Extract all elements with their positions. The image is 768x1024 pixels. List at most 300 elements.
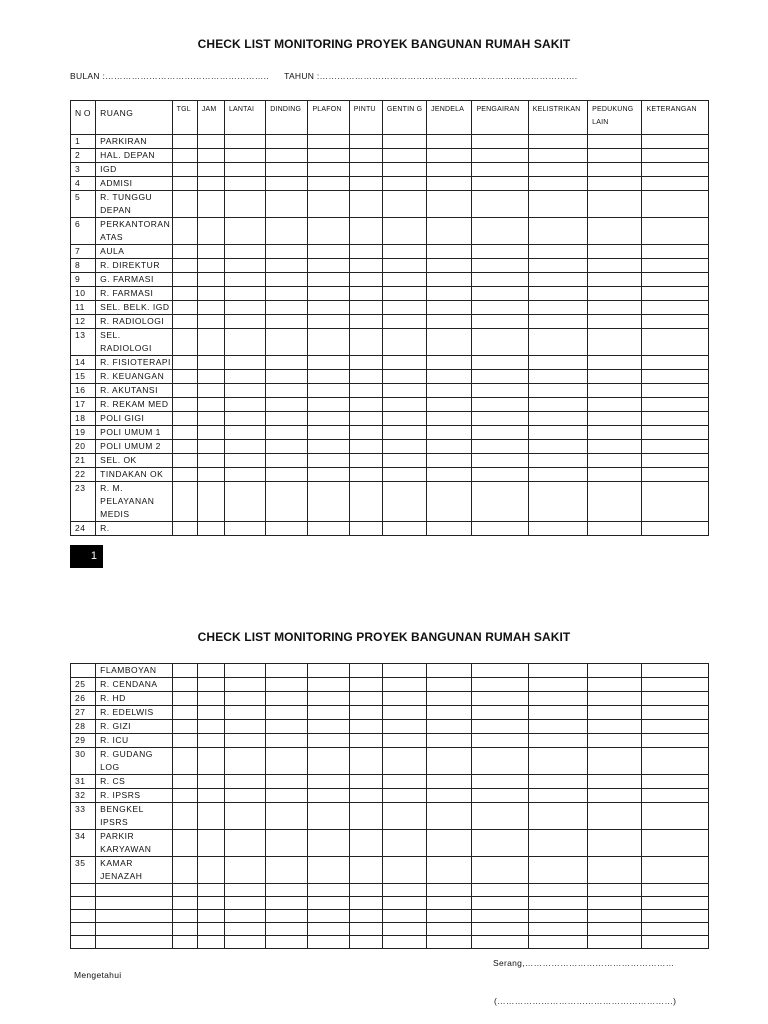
table-row <box>71 301 709 315</box>
check-cell <box>472 857 528 884</box>
check-cell <box>642 163 709 177</box>
check-cell <box>197 259 224 273</box>
check-cell <box>197 706 224 720</box>
check-cell <box>197 678 224 692</box>
check-cell <box>588 218 642 245</box>
table-row <box>71 315 709 329</box>
check-cell <box>588 440 642 454</box>
check-cell <box>427 149 472 163</box>
check-cell <box>588 803 642 830</box>
check-cell <box>642 149 709 163</box>
check-cell <box>427 936 472 949</box>
check-cell <box>382 910 426 923</box>
check-cell <box>472 259 528 273</box>
room-name: R. TUNGGU DEPAN <box>96 191 172 218</box>
table-row <box>71 734 709 748</box>
check-cell <box>266 454 308 468</box>
check-cell <box>427 315 472 329</box>
check-cell <box>427 734 472 748</box>
room-name: IGD <box>96 163 172 177</box>
check-cell <box>266 664 308 678</box>
check-cell <box>382 329 426 356</box>
check-cell <box>382 149 426 163</box>
period-line <box>70 71 577 81</box>
check-cell <box>588 135 642 149</box>
check-cell <box>427 398 472 412</box>
check-cell <box>382 678 426 692</box>
check-cell <box>642 315 709 329</box>
check-cell <box>197 191 224 218</box>
check-cell <box>528 149 587 163</box>
check-cell <box>472 910 528 923</box>
check-cell <box>528 245 587 259</box>
signature-line: (……………………………………………………) <box>494 996 677 1006</box>
check-cell <box>349 370 382 384</box>
check-cell <box>427 468 472 482</box>
check-cell <box>528 692 587 706</box>
row-number: 27 <box>71 706 96 720</box>
check-cell <box>382 177 426 191</box>
check-cell <box>224 910 265 923</box>
check-cell <box>172 936 197 949</box>
check-cell <box>266 426 308 440</box>
check-cell <box>349 884 382 897</box>
check-cell <box>349 923 382 936</box>
table-row <box>71 664 709 678</box>
check-cell <box>349 163 382 177</box>
check-cell <box>382 803 426 830</box>
check-cell <box>308 149 349 163</box>
check-cell <box>349 789 382 803</box>
check-cell <box>349 897 382 910</box>
check-cell <box>197 273 224 287</box>
room-name: R. DIREKTUR <box>96 259 172 273</box>
room-name: SEL. BELK. IGD <box>96 301 172 315</box>
check-cell <box>472 384 528 398</box>
table-row <box>71 259 709 273</box>
bulan-field: BULAN :……………………………………………….. <box>70 71 269 81</box>
table-row <box>71 748 709 775</box>
check-cell <box>308 440 349 454</box>
check-cell <box>172 884 197 897</box>
check-cell <box>382 789 426 803</box>
check-cell <box>427 857 472 884</box>
check-cell <box>266 301 308 315</box>
check-cell <box>642 301 709 315</box>
check-cell <box>266 287 308 301</box>
room-name: PERKANTORAN ATAS <box>96 218 172 245</box>
check-cell <box>588 454 642 468</box>
room-name: R. AKUTANSI <box>96 384 172 398</box>
row-number: 34 <box>71 830 96 857</box>
check-cell <box>197 329 224 356</box>
check-cell <box>308 884 349 897</box>
check-cell <box>642 720 709 734</box>
check-cell <box>224 384 265 398</box>
row-number: 2 <box>71 149 96 163</box>
check-cell <box>588 301 642 315</box>
check-cell <box>308 789 349 803</box>
check-cell <box>528 720 587 734</box>
check-cell <box>224 678 265 692</box>
room-name: R. HD <box>96 692 172 706</box>
check-cell <box>266 884 308 897</box>
row-number: 14 <box>71 356 96 370</box>
check-cell <box>172 426 197 440</box>
table-row <box>71 273 709 287</box>
check-cell <box>642 135 709 149</box>
check-cell <box>588 287 642 301</box>
check-cell <box>266 936 308 949</box>
check-cell <box>382 468 426 482</box>
check-cell <box>197 163 224 177</box>
check-cell <box>472 720 528 734</box>
check-cell <box>528 830 587 857</box>
check-cell <box>172 149 197 163</box>
check-cell <box>349 245 382 259</box>
check-cell <box>528 177 587 191</box>
check-cell <box>642 245 709 259</box>
check-cell <box>528 923 587 936</box>
check-cell <box>308 454 349 468</box>
check-cell <box>197 775 224 789</box>
check-cell <box>528 191 587 218</box>
check-cell <box>472 315 528 329</box>
check-cell <box>197 720 224 734</box>
check-cell <box>472 287 528 301</box>
check-cell <box>172 454 197 468</box>
check-cell <box>308 830 349 857</box>
check-cell <box>588 163 642 177</box>
check-cell <box>197 177 224 191</box>
check-cell <box>472 426 528 440</box>
check-cell <box>172 522 197 536</box>
check-cell <box>642 329 709 356</box>
check-cell <box>472 923 528 936</box>
check-cell <box>528 273 587 287</box>
check-cell <box>172 482 197 522</box>
table-row <box>71 884 709 897</box>
check-cell <box>308 468 349 482</box>
row-number: 10 <box>71 287 96 301</box>
check-cell <box>349 803 382 830</box>
room-name: ADMISI <box>96 177 172 191</box>
check-cell <box>528 664 587 678</box>
check-cell <box>382 287 426 301</box>
check-cell <box>472 356 528 370</box>
check-cell <box>588 857 642 884</box>
check-cell <box>266 356 308 370</box>
check-cell <box>349 384 382 398</box>
check-cell <box>197 384 224 398</box>
check-cell <box>382 482 426 522</box>
check-cell <box>642 748 709 775</box>
check-cell <box>642 273 709 287</box>
check-cell <box>308 897 349 910</box>
check-cell <box>172 259 197 273</box>
check-cell <box>642 218 709 245</box>
column-header: N O <box>71 101 96 135</box>
check-cell <box>427 923 472 936</box>
check-cell <box>308 191 349 218</box>
check-cell <box>172 830 197 857</box>
check-cell <box>642 259 709 273</box>
check-cell <box>382 218 426 245</box>
check-cell <box>588 678 642 692</box>
column-header: PENGAIRAN <box>472 101 528 135</box>
check-cell <box>224 830 265 857</box>
check-cell <box>172 857 197 884</box>
page2-title: CHECK LIST MONITORING PROYEK BANGUNAN RUMAH SAKIT <box>197 630 571 644</box>
check-cell <box>642 398 709 412</box>
room-name: BENGKEL IPSRS <box>96 803 172 830</box>
check-cell <box>588 468 642 482</box>
room-name: PARKIRAN <box>96 135 172 149</box>
check-cell <box>308 923 349 936</box>
check-cell <box>308 678 349 692</box>
check-cell <box>472 678 528 692</box>
check-cell <box>427 301 472 315</box>
check-cell <box>642 830 709 857</box>
room-name: R. RADIOLOGI <box>96 315 172 329</box>
check-cell <box>349 191 382 218</box>
table-row <box>71 245 709 259</box>
check-cell <box>349 329 382 356</box>
check-cell <box>642 775 709 789</box>
check-cell <box>308 384 349 398</box>
check-cell <box>427 678 472 692</box>
check-cell <box>382 398 426 412</box>
check-cell <box>266 803 308 830</box>
table-row <box>71 454 709 468</box>
check-cell <box>382 897 426 910</box>
check-cell <box>224 191 265 218</box>
check-cell <box>528 706 587 720</box>
check-cell <box>349 356 382 370</box>
check-cell <box>308 857 349 884</box>
check-cell <box>642 734 709 748</box>
check-cell <box>349 135 382 149</box>
check-cell <box>588 370 642 384</box>
check-cell <box>197 936 224 949</box>
check-cell <box>349 398 382 412</box>
check-cell <box>224 897 265 910</box>
check-cell <box>528 468 587 482</box>
row-number: 24 <box>71 522 96 536</box>
table-row <box>71 789 709 803</box>
check-cell <box>172 440 197 454</box>
check-cell <box>642 857 709 884</box>
check-cell <box>642 370 709 384</box>
check-cell <box>172 734 197 748</box>
check-cell <box>642 384 709 398</box>
check-cell <box>266 720 308 734</box>
row-number: 11 <box>71 301 96 315</box>
check-cell <box>224 468 265 482</box>
check-cell <box>349 857 382 884</box>
check-cell <box>427 789 472 803</box>
check-cell <box>224 398 265 412</box>
check-cell <box>224 356 265 370</box>
room-name <box>96 910 172 923</box>
check-cell <box>266 259 308 273</box>
check-cell <box>382 301 426 315</box>
check-cell <box>642 936 709 949</box>
check-cell <box>172 789 197 803</box>
room-name: R. CS <box>96 775 172 789</box>
row-number: 19 <box>71 426 96 440</box>
check-cell <box>427 259 472 273</box>
check-cell <box>642 664 709 678</box>
check-cell <box>172 315 197 329</box>
table-row <box>71 720 709 734</box>
check-cell <box>224 522 265 536</box>
check-cell <box>308 315 349 329</box>
check-cell <box>197 748 224 775</box>
check-cell <box>172 135 197 149</box>
check-cell <box>427 748 472 775</box>
check-cell <box>528 678 587 692</box>
tahun-field: TAHUN :……………………………………………………………………………. <box>284 71 578 81</box>
check-cell <box>172 412 197 426</box>
place-date-line: Serang,…………………………………………… <box>493 958 675 968</box>
table-row <box>71 163 709 177</box>
check-cell <box>266 468 308 482</box>
room-name: SEL. RADIOLOGI <box>96 329 172 356</box>
check-cell <box>528 315 587 329</box>
row-number: 26 <box>71 692 96 706</box>
check-cell <box>349 273 382 287</box>
check-cell <box>528 482 587 522</box>
header-row <box>71 101 709 135</box>
row-number: 32 <box>71 789 96 803</box>
room-name: R. GUDANG LOG <box>96 748 172 775</box>
table-row <box>71 468 709 482</box>
check-cell <box>528 454 587 468</box>
check-cell <box>172 398 197 412</box>
check-cell <box>266 135 308 149</box>
check-cell <box>308 522 349 536</box>
check-cell <box>472 522 528 536</box>
check-cell <box>266 329 308 356</box>
check-cell <box>382 259 426 273</box>
table-row <box>71 370 709 384</box>
check-cell <box>588 936 642 949</box>
check-cell <box>172 177 197 191</box>
table-row <box>71 857 709 884</box>
check-cell <box>308 734 349 748</box>
table-row <box>71 936 709 949</box>
check-cell <box>349 454 382 468</box>
row-number: 9 <box>71 273 96 287</box>
row-number <box>71 910 96 923</box>
check-cell <box>427 440 472 454</box>
check-cell <box>588 706 642 720</box>
check-cell <box>224 857 265 884</box>
check-cell <box>197 412 224 426</box>
check-cell <box>642 803 709 830</box>
row-number: 17 <box>71 398 96 412</box>
column-header: TGL <box>172 101 197 135</box>
check-cell <box>642 482 709 522</box>
check-cell <box>382 936 426 949</box>
check-cell <box>472 664 528 678</box>
check-cell <box>382 273 426 287</box>
table-row <box>71 440 709 454</box>
check-cell <box>224 245 265 259</box>
column-header: GENTIN G <box>382 101 426 135</box>
table-row <box>71 692 709 706</box>
check-cell <box>642 910 709 923</box>
row-number: 3 <box>71 163 96 177</box>
check-cell <box>382 163 426 177</box>
table-row <box>71 218 709 245</box>
check-cell <box>472 454 528 468</box>
check-cell <box>642 440 709 454</box>
row-number: 15 <box>71 370 96 384</box>
check-cell <box>427 329 472 356</box>
table-row <box>71 482 709 522</box>
check-cell <box>266 245 308 259</box>
check-cell <box>224 301 265 315</box>
check-cell <box>588 830 642 857</box>
check-cell <box>588 734 642 748</box>
check-cell <box>197 398 224 412</box>
check-cell <box>308 370 349 384</box>
check-cell <box>528 426 587 440</box>
check-cell <box>528 412 587 426</box>
check-cell <box>172 664 197 678</box>
check-cell <box>308 775 349 789</box>
check-cell <box>528 218 587 245</box>
row-number: 22 <box>71 468 96 482</box>
check-cell <box>308 245 349 259</box>
check-cell <box>642 191 709 218</box>
room-name: R. <box>96 522 172 536</box>
check-cell <box>308 748 349 775</box>
check-cell <box>349 936 382 949</box>
check-cell <box>588 315 642 329</box>
check-cell <box>172 273 197 287</box>
check-cell <box>472 398 528 412</box>
check-cell <box>172 748 197 775</box>
check-cell <box>588 329 642 356</box>
check-cell <box>427 897 472 910</box>
check-cell <box>349 830 382 857</box>
check-cell <box>642 287 709 301</box>
check-cell <box>528 936 587 949</box>
check-cell <box>224 789 265 803</box>
check-cell <box>588 245 642 259</box>
check-cell <box>224 315 265 329</box>
check-cell <box>224 936 265 949</box>
check-cell <box>472 135 528 149</box>
check-cell <box>266 384 308 398</box>
check-cell <box>382 775 426 789</box>
column-header: RUANG <box>96 101 172 135</box>
check-cell <box>427 830 472 857</box>
check-cell <box>308 135 349 149</box>
column-header: PEDUKUNG LAIN <box>588 101 642 135</box>
check-cell <box>266 412 308 426</box>
check-cell <box>266 910 308 923</box>
check-cell <box>528 440 587 454</box>
check-cell <box>266 857 308 884</box>
check-cell <box>642 692 709 706</box>
check-cell <box>588 748 642 775</box>
check-cell <box>349 664 382 678</box>
check-cell <box>266 775 308 789</box>
